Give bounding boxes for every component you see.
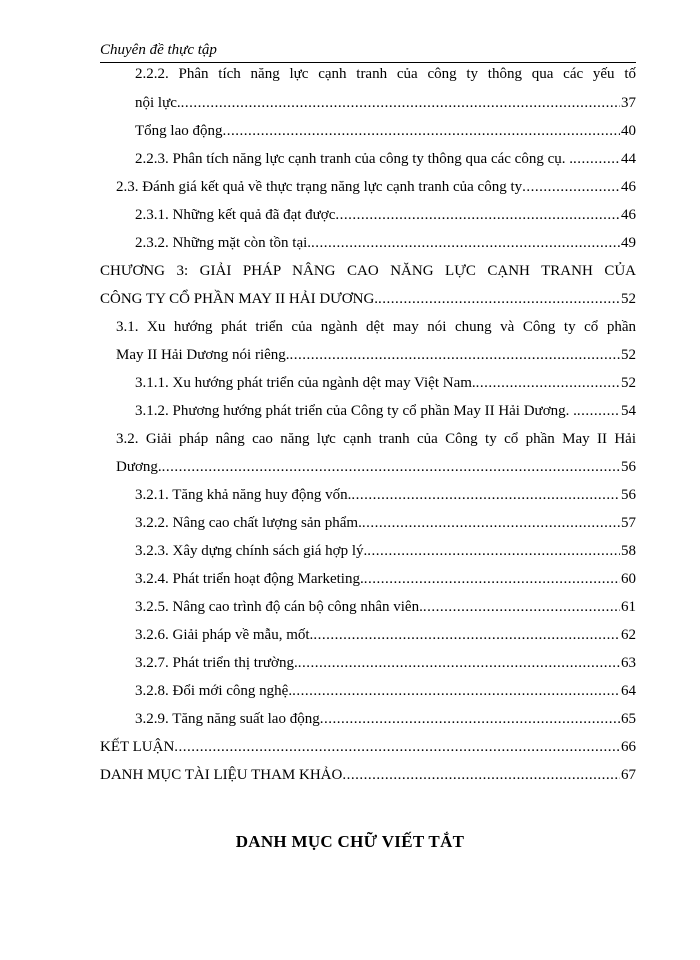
dot-leader: [423, 598, 620, 616]
toc-entry-text: 3.2.2. Nâng cao chất lượng sản phẩm.: [135, 515, 362, 531]
dot-leader: [573, 150, 620, 168]
toc-entry-3-2-9: [135, 710, 636, 728]
toc-entry-ket-luan: [100, 738, 636, 756]
toc-page-number: 52: [621, 291, 636, 307]
section-title: DANH MỤC CHỮ VIẾT TẮT: [235, 832, 465, 851]
toc-page-number: 49: [621, 235, 636, 251]
header-text: Chuyên đề thực tập: [100, 42, 217, 58]
toc-entry-2-2-2: [135, 94, 636, 112]
toc-entry-text: CÔNG TY CỔ PHẦN MAY II HẢI DƯƠNG.: [100, 291, 379, 307]
toc-entry-2-2-2-line1: 2.2.2. Phân tích năng lực cạnh tranh của công ty thông qua các yếu tố: [135, 66, 636, 82]
toc-page-number: 40: [621, 123, 636, 139]
toc-page-number: 67: [621, 767, 636, 783]
dot-leader: [292, 682, 620, 700]
dot-leader: [378, 290, 620, 308]
toc-entry-text: 2.3. Đánh giá kết quả về thực trạng năng lực cạnh tranh của công ty: [116, 179, 523, 195]
toc-page-number: 61: [621, 599, 636, 615]
toc-page-number: 52: [621, 347, 636, 363]
toc-entry-text: DANH MỤC TÀI LIỆU THAM KHẢO: [100, 767, 343, 783]
toc-page-number: 58: [621, 543, 636, 559]
dot-leader: [290, 346, 620, 364]
toc-entry-text: 3.2.1. Tăng khả năng huy động vốn.: [135, 487, 352, 503]
toc-entry-text: 3.2.9. Tăng năng suất lao động: [135, 711, 320, 727]
page-header: [100, 40, 636, 63]
toc-entry-text: nội lực.: [135, 95, 181, 111]
toc-entry-3-2-8: [135, 682, 636, 700]
toc-page-number: 56: [621, 487, 636, 503]
toc-entry-text: Dương.: [116, 459, 162, 475]
toc-page-number: 60: [621, 571, 636, 587]
toc-page-number: 57: [621, 515, 636, 531]
dot-leader: [181, 94, 620, 112]
toc-entry-3-2-2: [135, 514, 636, 532]
dot-leader: [223, 122, 621, 140]
toc-page-number: 37: [621, 95, 636, 111]
toc-entry-3-2-1: [135, 486, 636, 504]
dot-leader: [313, 626, 620, 644]
toc-page-number: 44: [621, 151, 636, 167]
dot-leader: [577, 402, 620, 420]
toc-page-number: 46: [621, 207, 636, 223]
toc-entry-3-2-4: [135, 570, 636, 588]
toc-page-number: 64: [621, 683, 636, 699]
toc-entry-text: 2.3.2. Những mặt còn tồn tại.: [135, 235, 312, 251]
toc-entry-3-1-2: [135, 402, 636, 420]
dot-leader: [364, 570, 620, 588]
toc-entry-text: 3.2.3. Xây dựng chính sách giá hợp lý.: [135, 543, 368, 559]
toc-chapter-3-line1: CHƯƠNG 3: GIẢI PHÁP NÂNG CAO NĂNG LỰC CẠNH TRANH CỦA: [100, 263, 636, 279]
toc-entry-3-2-6: [135, 626, 636, 644]
toc-page-number: 56: [621, 459, 636, 475]
toc-entry-text: 3.2.6. Giải pháp về mẫu, mốt.: [135, 627, 314, 643]
toc-entry-3-1-1: [135, 374, 636, 392]
dot-leader: [320, 710, 620, 728]
dot-leader: [522, 178, 620, 196]
toc-page-number: 52: [621, 375, 636, 391]
toc-entry-tai-lieu: [100, 766, 636, 784]
toc-page-number: 62: [621, 627, 636, 643]
toc-entry-3-2-7: [135, 654, 636, 672]
toc-entry-2-3: [116, 178, 636, 196]
dot-leader: [367, 542, 620, 560]
toc-entry-3-1-line1: 3.1. Xu hướng phát triển của ngành dệt may nói chung và Công ty cổ phần: [116, 319, 636, 335]
toc-page-number: 46: [621, 179, 636, 195]
toc-entry-text: 3.1.2. Phương hướng phát triển của Công ty cổ phần May II Hải Dương. .: [135, 403, 577, 419]
toc-chapter-3: [100, 290, 636, 308]
dot-leader: [162, 458, 620, 476]
toc-entry-3-2-5: [135, 598, 636, 616]
toc-entry-tong-lao-dong: [135, 122, 636, 140]
dot-leader: [476, 374, 620, 392]
toc-entry-text: KẾT LUẬN: [100, 739, 175, 755]
toc-page-number: 65: [621, 711, 636, 727]
toc-entry-text: 2.3.1. Những kết quả đã đạt được: [135, 207, 336, 223]
toc-entry-text: 3.1.1. Xu hướng phát triển của ngành dệt may Việt Nam.: [135, 375, 476, 391]
dot-leader: [351, 486, 620, 504]
toc-page-number: 54: [621, 403, 636, 419]
toc-entry-3-2: [116, 458, 636, 476]
toc-page-number: 66: [621, 739, 636, 755]
dot-leader: [298, 654, 620, 672]
dot-leader: [335, 206, 620, 224]
dot-leader: [342, 766, 620, 784]
dot-leader: [362, 514, 620, 532]
toc-entry-2-2-3: [135, 150, 636, 168]
toc-entry-text: 3.2.5. Nâng cao trình độ cán bộ công nhân viên.: [135, 599, 423, 615]
toc-entry-3-1: [116, 346, 636, 364]
toc-page-number: 63: [621, 655, 636, 671]
toc-entry-text: May II Hải Dương nói riêng.: [116, 347, 290, 363]
toc-entry-text: 3.2.4. Phát triển hoạt động Marketing.: [135, 571, 364, 587]
toc-entry-text: 3.2.7. Phát triển thị trường.: [135, 655, 298, 671]
toc-entry-3-2-line1: 3.2. Giải pháp nâng cao năng lực cạnh tranh của Công ty cổ phần May II Hải: [116, 431, 636, 447]
dot-leader: [174, 738, 620, 756]
toc-entry-2-3-2: [135, 234, 636, 252]
toc-entry-text: 3.2.8. Đổi mới công nghệ.: [135, 683, 293, 699]
toc-entry-3-2-3: [135, 542, 636, 560]
dot-leader: [311, 234, 620, 252]
toc-entry-text: 2.2.3. Phân tích năng lực cạnh tranh của công ty thông qua các công cụ. .: [135, 151, 573, 167]
toc-entry-2-3-1: [135, 206, 636, 224]
toc-entry-text: Tổng lao động: [135, 123, 223, 139]
